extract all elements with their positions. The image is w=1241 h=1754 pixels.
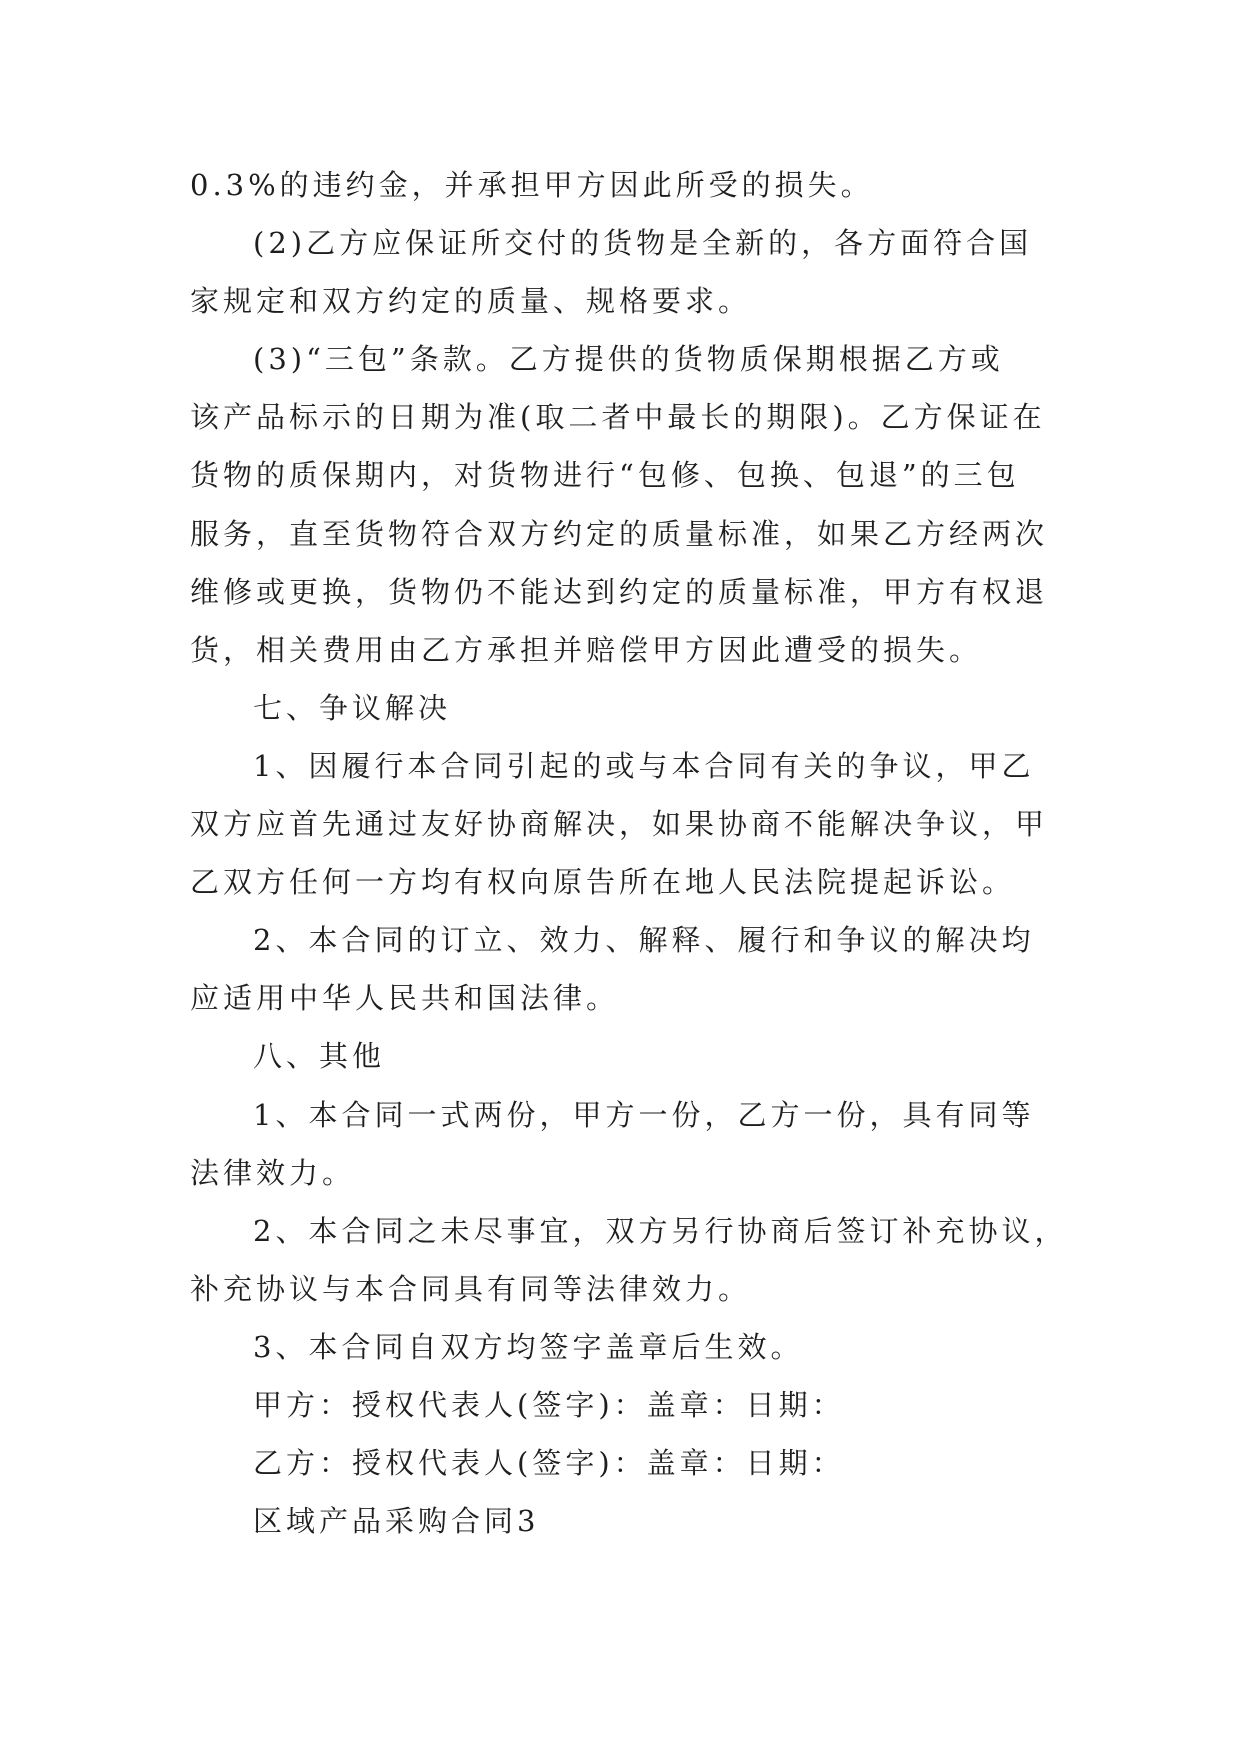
paragraph-line: 该产品标示的日期为准(取二者中最长的期限)。乙方保证在 — [190, 400, 1046, 435]
paragraph-line: 家规定和双方约定的质量、规格要求。 — [190, 284, 752, 319]
section-heading-dispute: 七、争议解决 — [253, 690, 452, 725]
paragraph-line: 维修或更换，货物仍不能达到约定的质量标准，甲方有权退 — [190, 574, 1049, 609]
signature-line-party-a: 甲方：授权代表人(签字)：盖章：日期： — [253, 1387, 845, 1422]
signature-line-party-b: 乙方：授权代表人(签字)：盖章：日期： — [253, 1446, 845, 1481]
other-clause-3-line: 3、本合同自双方均签字盖章后生效。 — [253, 1329, 804, 1364]
section-heading-other: 八、其他 — [253, 1039, 386, 1074]
clause-2-line: (2)乙方应保证所交付的货物是全新的，各方面符合国 — [253, 226, 1033, 261]
paragraph-line: 乙双方任何一方均有权向原告所在地人民法院提起诉讼。 — [190, 865, 1016, 900]
paragraph-line: 0.3%的违约金，并承担甲方因此所受的损失。 — [190, 168, 874, 202]
document-page — [190, 156, 1070, 1550]
paragraph-line: 货物的质保期内，对货物进行“包修、包换、包退”的三包 — [190, 458, 1020, 493]
dispute-clause-2-line: 2、本合同的订立、效力、解释、履行和争议的解决均 — [253, 923, 1035, 958]
paragraph-line: 服务，直至货物符合双方约定的质量标准，如果乙方经两次 — [190, 516, 1049, 551]
paragraph-line: 双方应首先通过友好协商解决，如果协商不能解决争议，甲 — [190, 807, 1049, 842]
clause-3-line: (3)“三包”条款。乙方提供的货物质保期根据乙方或 — [253, 342, 1004, 377]
paragraph-line: 补充协议与本合同具有同等法律效力。 — [190, 1271, 752, 1306]
paragraph-line: 法律效力。 — [190, 1155, 356, 1190]
paragraph-line: 应适用中华人民共和国法律。 — [190, 981, 620, 1016]
other-clause-2-line: 2、本合同之未尽事宜，双方另行协商后签订补充协议， — [253, 1213, 1068, 1248]
paragraph-line: 货，相关费用由乙方承担并赔偿甲方因此遭受的损失。 — [190, 632, 983, 667]
next-document-title: 区域产品采购合同3 — [253, 1504, 540, 1539]
dispute-clause-1-line: 1、因履行本合同引起的或与本合同有关的争议，甲乙 — [253, 748, 1035, 783]
other-clause-1-line: 1、本合同一式两份，甲方一份，乙方一份，具有同等 — [253, 1097, 1035, 1132]
